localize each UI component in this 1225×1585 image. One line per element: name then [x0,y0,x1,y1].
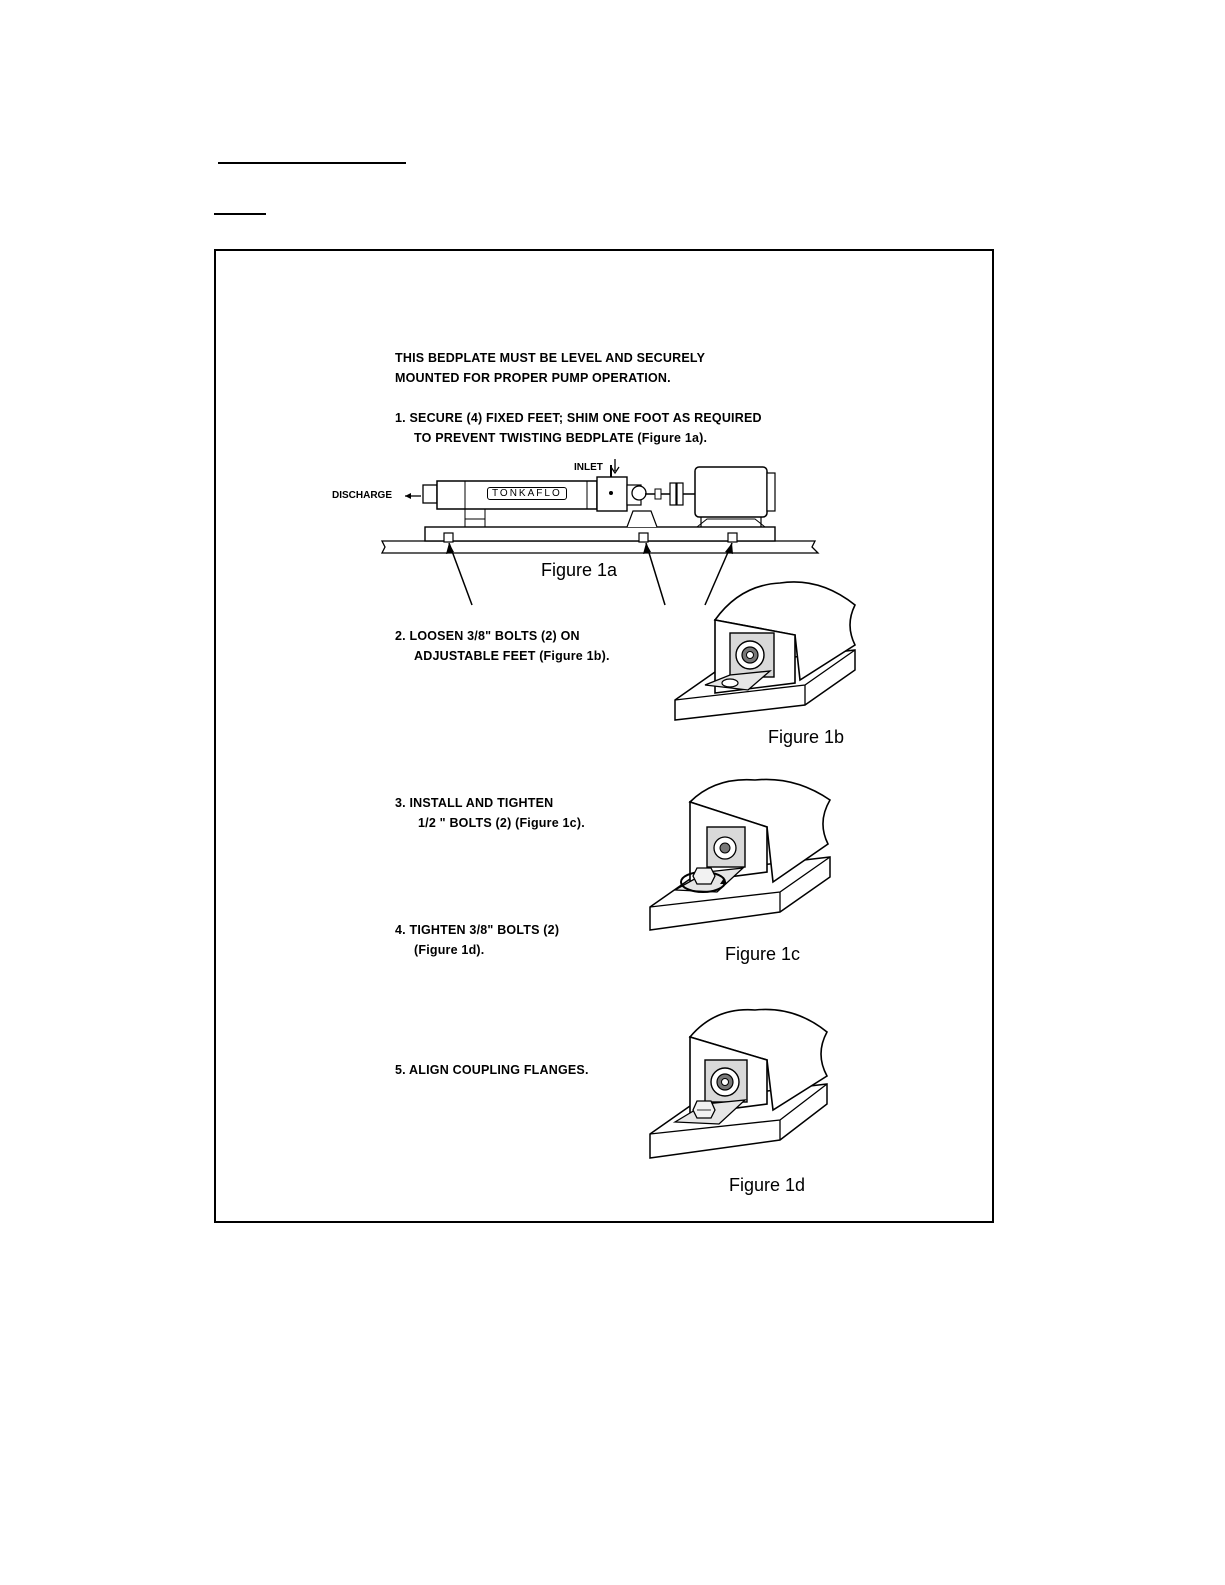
header-rule-long [218,162,406,164]
figure-1b-caption: Figure 1b [768,727,845,747]
step-2-line-1: 2. LOOSEN 3/8" BOLTS (2) ON [395,629,580,643]
step-1-line-2: TO PREVENT TWISTING BEDPLATE (Figure 1a). [414,431,708,445]
step-4-line-1: 4. TIGHTEN 3/8" BOLTS (2) [395,923,560,937]
figure-1d-caption: Figure 1d [729,1175,806,1195]
figure-1b-foot-diagram [670,575,870,725]
inlet-label: INLET [574,462,603,473]
header-rule-short [214,213,266,215]
figure-1c-foot-diagram [645,772,845,942]
figure-1a-caption: Figure 1a [541,560,618,580]
instruction-frame [214,249,994,1223]
step-4-line-2: (Figure 1d). [414,943,485,957]
nameplate-label: TONKAFLO [487,487,567,500]
step-1-line-1: 1. SECURE (4) FIXED FEET; SHIM ONE FOOT AS REQUIRED [395,411,762,425]
figure-1c-caption: Figure 1c [725,944,801,964]
step-5-line-1: 5. ALIGN COUPLING FLANGES. [395,1063,589,1077]
step-2-line-2: ADJUSTABLE FEET (Figure 1b). [414,649,610,663]
step-3-line-2: 1/2 " BOLTS (2) (Figure 1c). [418,816,585,830]
step-3-line-1: 3. INSTALL AND TIGHTEN [395,796,554,810]
discharge-label: DISCHARGE [332,490,393,501]
intro-line-2: MOUNTED FOR PROPER PUMP OPERATION. [395,371,671,385]
intro-line-1: THIS BEDPLATE MUST BE LEVEL AND SECURELY [395,351,706,365]
figure-1d-foot-diagram [645,1002,845,1172]
